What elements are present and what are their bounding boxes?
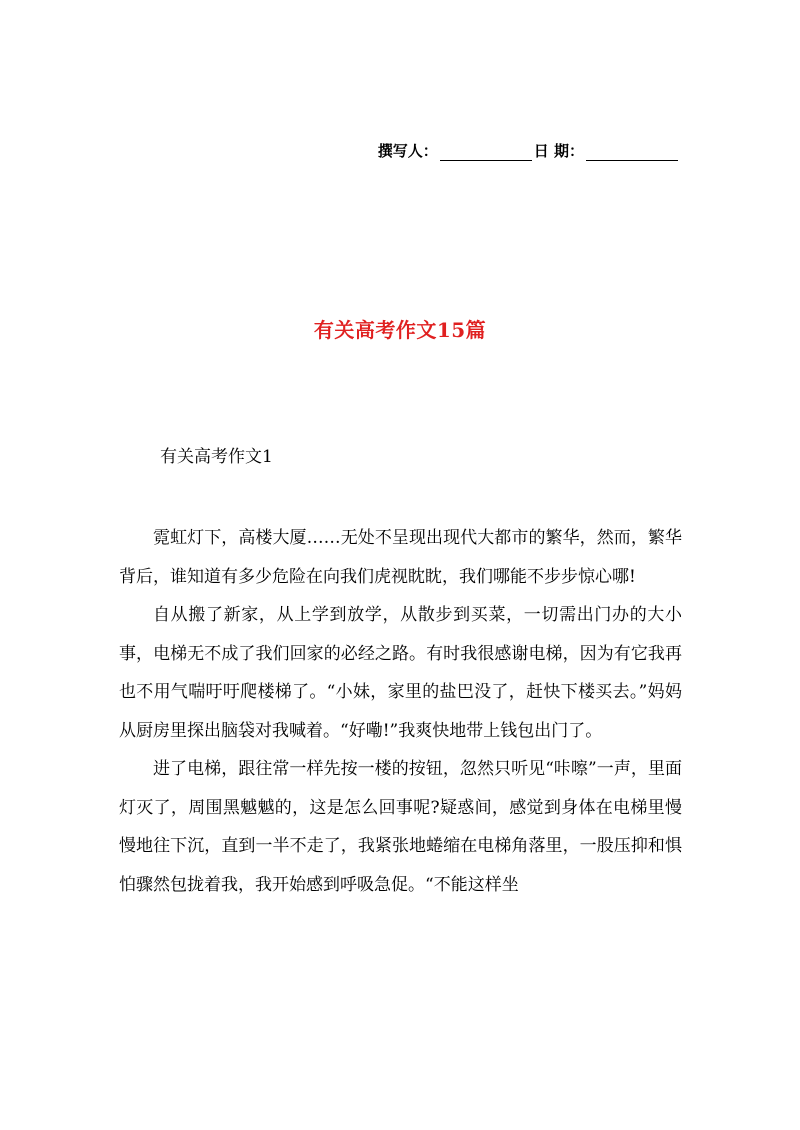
document-title: 有关高考作文15篇 <box>313 318 487 342</box>
paragraph-1: 霓虹灯下，高楼大厦……无处不呈现出现代大都市的繁华，然而，繁华背后，谁知道有多少危险在向我们虎视眈眈，我们哪能不步步惊心哪! <box>119 528 682 587</box>
author-date-line <box>378 140 680 161</box>
document-body <box>119 519 682 904</box>
paragraph-3: 进了电梯，跟往常一样先按一楼的按钮，忽然只听见“咔嚓”一声，里面灯灭了，周围黑魆魆的，这是怎么回事呢?疑惑间，感觉到身体在电梯里慢慢地往下沉，直到一半不走了，我紧张地蜷缩在电梯角落里，一股压抑和惧怕骤然包拢着我，我开始感到呼吸急促。“不能这样坐 <box>119 759 682 895</box>
section-heading: 有关高考作文1 <box>160 447 273 467</box>
paragraph-2: 自从搬了新家，从上学到放学，从散步到买菜，一切需出门办的大小事，电梯无不成了我们回家的必经之路。有时我很感谢电梯，因为有它我再也不用气喘吁吁爬楼梯了。“小妹，家里的盐巴没了，赶快下楼买去。”妈妈从厨房里探出脑袋对我喊着。“好嘞!”我爽快地带上钱包出门了。 <box>119 605 682 741</box>
author-label: 撰写人： <box>377 142 438 160</box>
author-blank-line <box>440 146 532 161</box>
date-label: 日 期： <box>533 142 584 160</box>
date-blank-line <box>586 146 678 161</box>
